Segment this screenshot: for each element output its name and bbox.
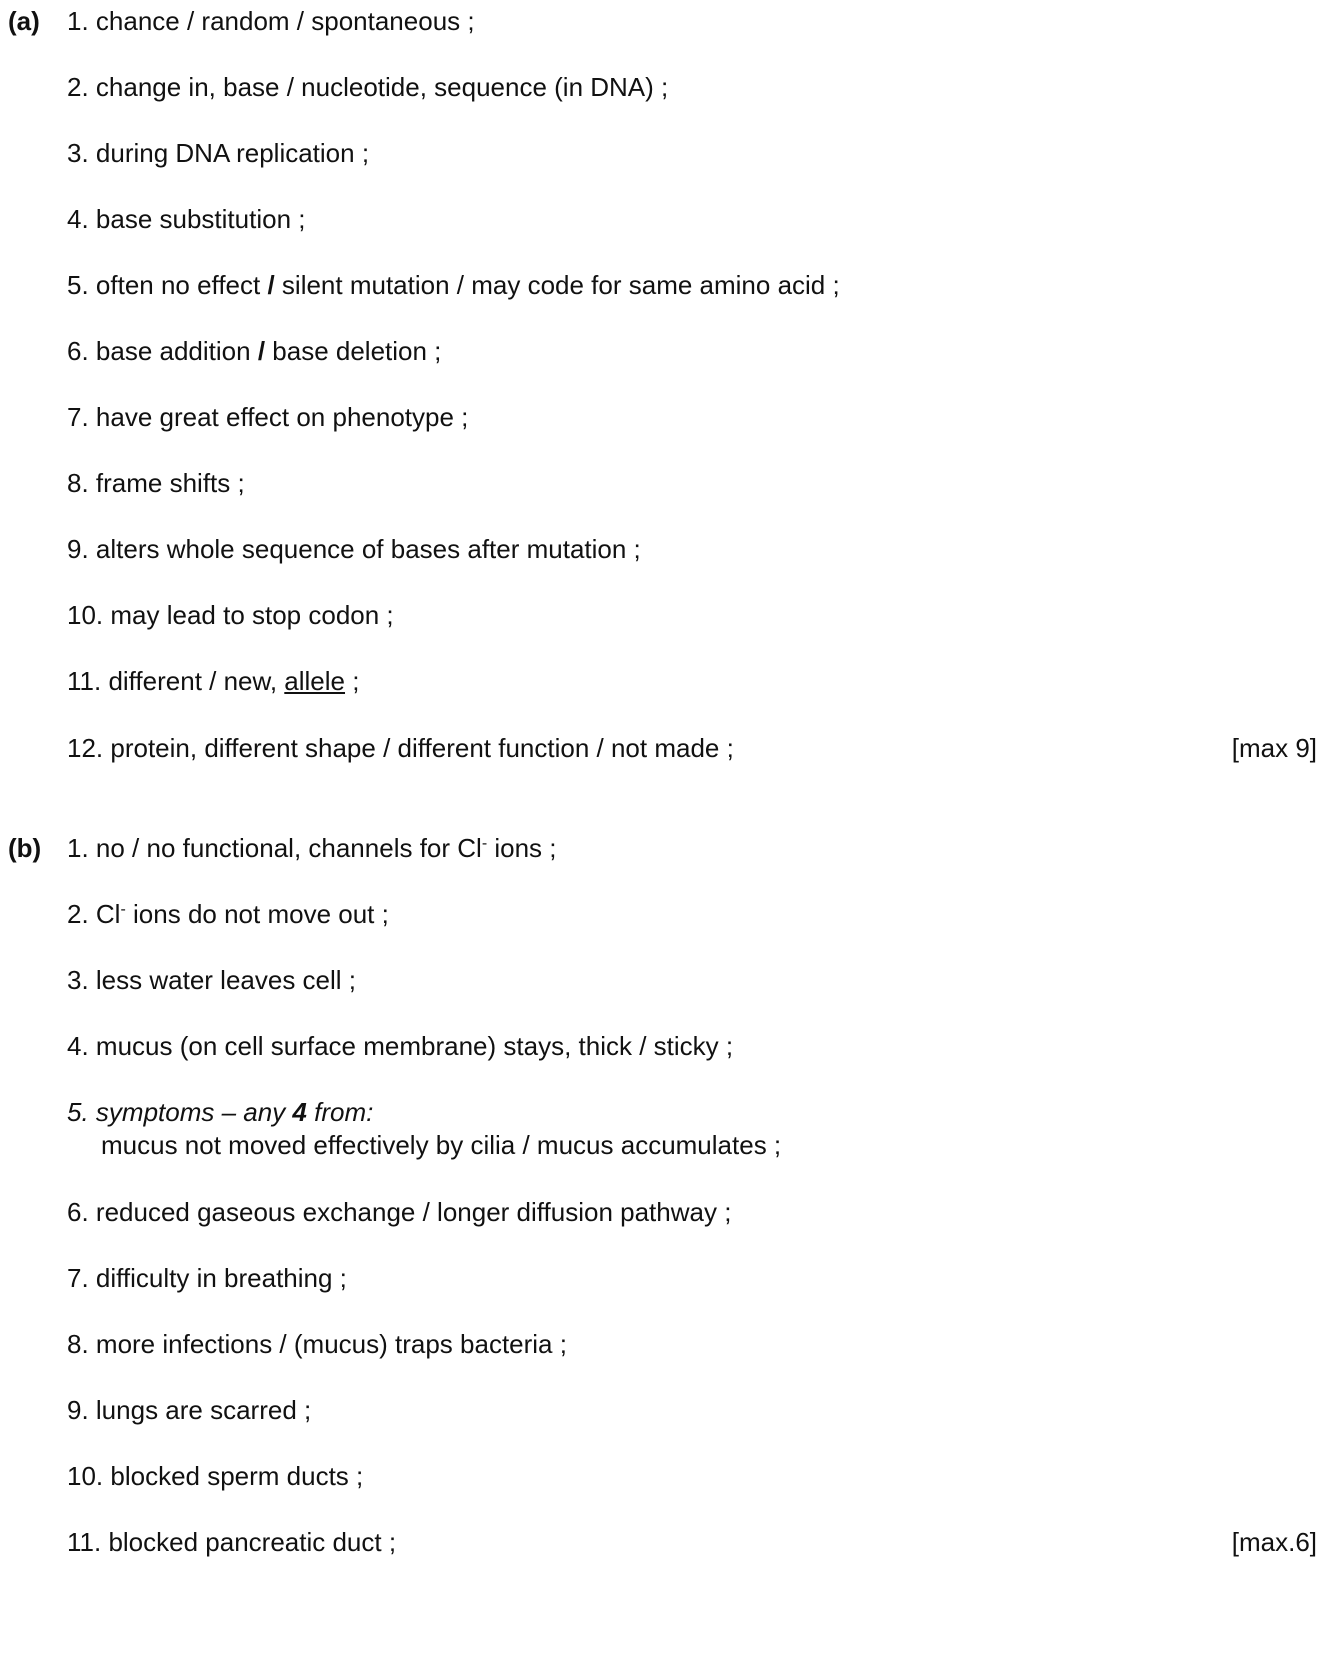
answer-b-11: 11. blocked pancreatic duct ; (67, 1527, 397, 1557)
part-b-label: (b) (8, 833, 42, 863)
answer-a-5-post: silent mutation / may code for same amino acid ; (274, 270, 840, 300)
answer-a-7: 7. have great effect on phenotype ; (67, 402, 469, 432)
answer-a-3: 3. during DNA replication ; (67, 138, 370, 168)
answer-a-11-post: ; (345, 666, 360, 696)
answer-b-2-pre: 2. Cl (67, 899, 121, 929)
answer-b-8: 8. more infections / (mucus) traps bacteria ; (67, 1329, 567, 1359)
answer-b-1 (67, 833, 557, 863)
answer-b-5-bold: 4 (292, 1097, 307, 1127)
answer-b-1-sup: - (481, 835, 488, 852)
answer-a-9: 9. alters whole sequence of bases after mutation ; (67, 534, 641, 564)
answer-a-5 (67, 270, 840, 300)
answer-a-12: 12. protein, different shape / different function / not made ; (67, 733, 734, 763)
answer-a-6-post: base deletion ; (265, 336, 442, 366)
answer-b-2 (67, 899, 389, 929)
answer-b-7: 7. difficulty in breathing ; (67, 1263, 347, 1293)
answer-b-3: 3. less water leaves cell ; (67, 965, 357, 995)
answer-a-5-pre: 5. often no effect (67, 270, 268, 300)
answer-b-9: 9. lungs are scarred ; (67, 1395, 312, 1425)
answer-a-2: 2. change in, base / nucleotide, sequence (in DNA) ; (67, 72, 669, 102)
answer-b-2-post: ions do not move out ; (125, 899, 389, 929)
answer-a-11 (67, 666, 359, 696)
answer-a-6-slash: / (257, 336, 266, 366)
answer-a-8: 8. frame shifts ; (67, 468, 245, 498)
answer-b-1-post: ions ; (487, 833, 557, 863)
answer-b-1-pre: 1. no / no functional, channels for Cl (67, 833, 482, 863)
answer-b-5-heading (67, 1097, 373, 1127)
part-b-max-mark: [max.6] (1231, 1527, 1317, 1557)
answer-a-11-underlined: allele (284, 666, 346, 696)
answer-a-6-pre: 6. base addition (67, 336, 258, 366)
answer-b-10: 10. blocked sperm ducts ; (67, 1461, 364, 1491)
answer-a-1: 1. chance / random / spontaneous ; (67, 6, 475, 36)
answer-a-11-pre: 11. different / new, (67, 666, 285, 696)
part-a-label: (a) (8, 6, 40, 36)
answer-a-4: 4. base substitution ; (67, 204, 306, 234)
answer-b-6: 6. reduced gaseous exchange / longer diffusion pathway ; (67, 1197, 732, 1227)
part-a-max-mark: [max 9] (1231, 733, 1317, 763)
answer-b-5-post: from: (306, 1097, 374, 1127)
answer-a-6 (67, 336, 441, 366)
answer-a-5-slash: / (267, 270, 275, 300)
answer-b-2-sup: - (120, 901, 126, 918)
answer-b-5-pre: 5. symptoms – any (67, 1097, 293, 1127)
answer-b-5-line2: mucus not moved effectively by cilia / mucus accumulates ; (101, 1130, 782, 1160)
answer-b-4: 4. mucus (on cell surface membrane) stays, thick / sticky ; (67, 1031, 734, 1061)
answer-a-10: 10. may lead to stop codon ; (67, 600, 394, 630)
